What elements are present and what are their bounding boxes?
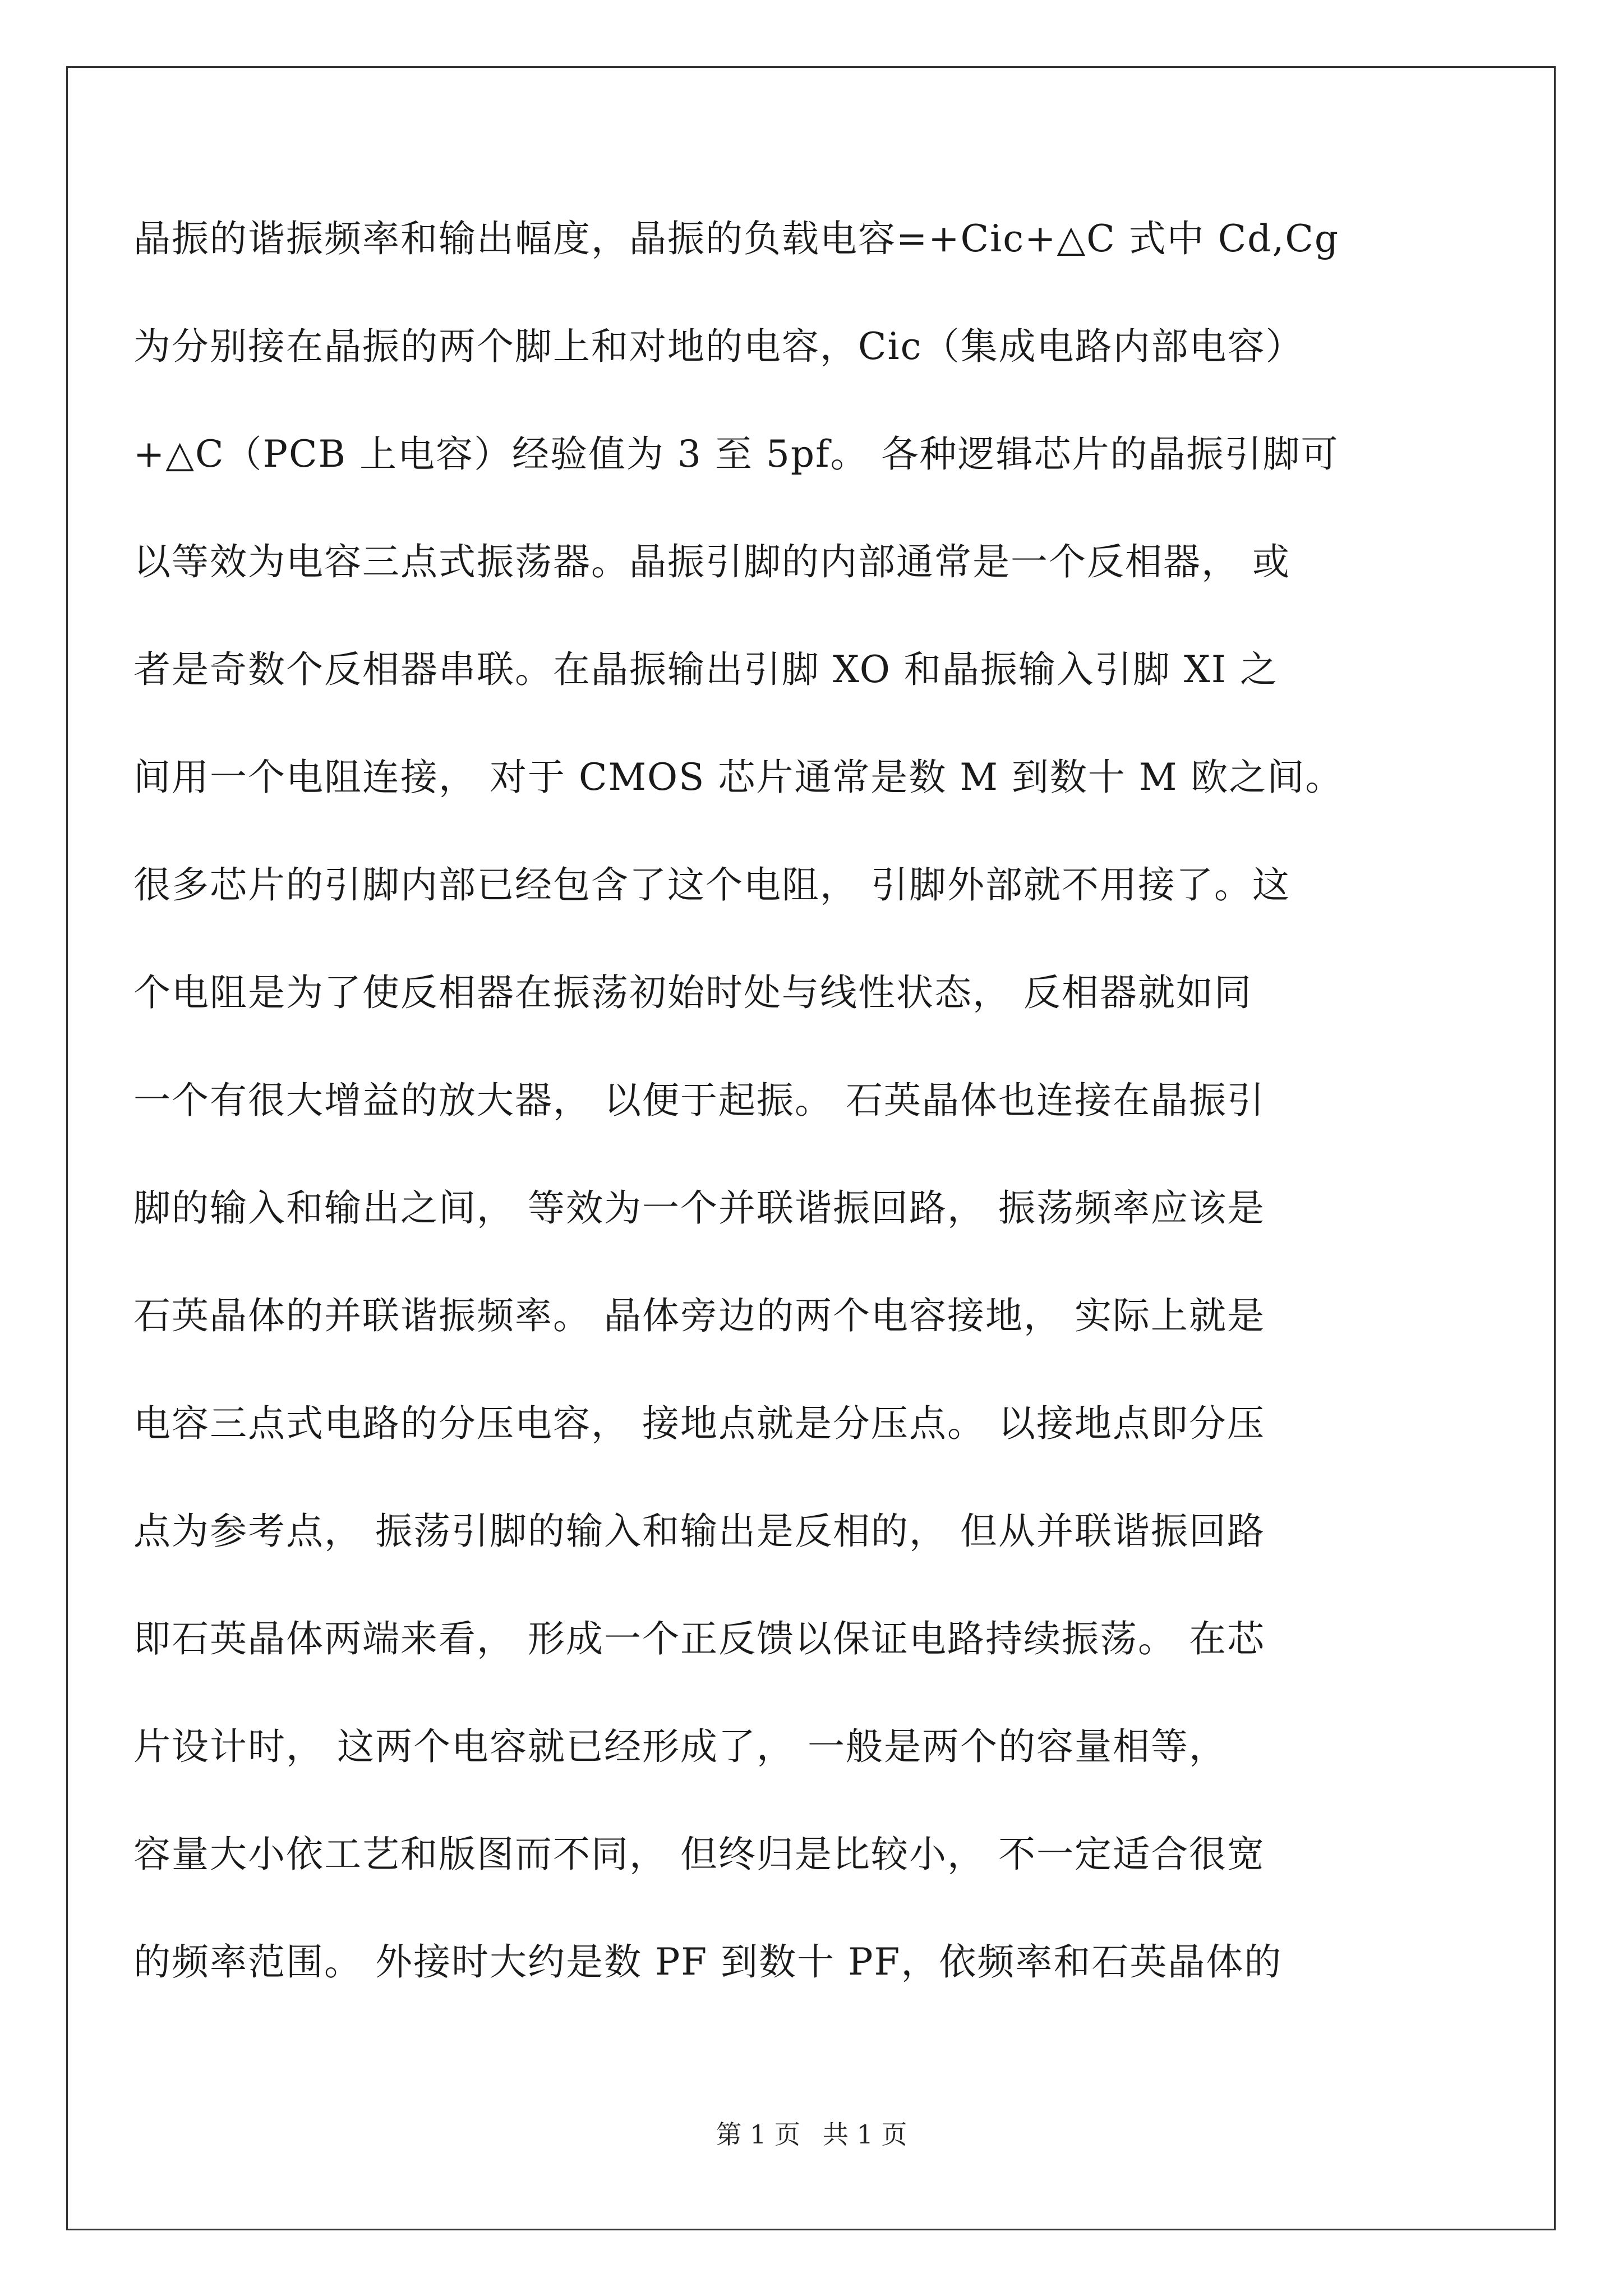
- text-line: 晶振的谐振频率和输出幅度，晶振的负载电容=+Cic+△C 式中 Cd,Cg: [133, 217, 1340, 260]
- text-line: 者是奇数个反相器串联。在晶振输出引脚 XO 和晶振输入引脚 XI 之: [133, 648, 1278, 691]
- text-line: 即石英晶体两端来看， 形成一个正反馈以保证电路持续振荡。 在芯: [133, 1617, 1265, 1660]
- text-line: 很多芯片的引脚内部已经包含了这个电阻， 引脚外部就不用接了。这: [133, 863, 1290, 907]
- text-line: 脚的输入和输出之间， 等效为一个并联谐振回路， 振荡频率应该是: [133, 1186, 1265, 1230]
- text-line: 以等效为电容三点式振荡器。晶振引脚的内部通常是一个反相器， 或: [133, 540, 1290, 583]
- body-text: [133, 185, 1491, 2016]
- text-line: 一个有很大增益的放大器， 以便于起振。 石英晶体也连接在晶振引: [133, 1079, 1265, 1122]
- text-line: 个电阻是为了使反相器在振荡初始时处与线性状态， 反相器就如同: [133, 971, 1252, 1014]
- page-footer: [0, 2118, 1623, 2151]
- text-line: 容量大小依工艺和版图而不同， 但终归是比较小， 不一定适合很宽: [133, 1833, 1265, 1876]
- text-line: 间用一个电阻连接， 对于 CMOS 芯片通常是数 M 到数十 M 欧之间。: [133, 756, 1344, 799]
- text-line: 电容三点式电路的分压电容， 接地点就是分压点。 以接地点即分压: [133, 1402, 1265, 1445]
- text-line: 点为参考点， 振荡引脚的输入和输出是反相的， 但从并联谐振回路: [133, 1510, 1265, 1553]
- text-line: +△C（PCB 上电容）经验值为 3 至 5pf。 各种逻辑芯片的晶振引脚可: [133, 432, 1339, 476]
- page-total: 共 1 页: [823, 2119, 907, 2150]
- text-line: 为分别接在晶振的两个脚上和对地的电容，Cic（集成电路内部电容）: [133, 325, 1304, 368]
- page-number: 第 1 页: [716, 2119, 800, 2150]
- text-line: 片设计时， 这两个电容就已经形成了， 一般是两个的容量相等，: [133, 1725, 1227, 1768]
- text-line: 的频率范围。 外接时大约是数 PF 到数十 PF，依频率和石英晶体的: [133, 1940, 1283, 1984]
- text-line: 石英晶体的并联谐振频率。 晶体旁边的两个电容接地， 实际上就是: [133, 1294, 1265, 1337]
